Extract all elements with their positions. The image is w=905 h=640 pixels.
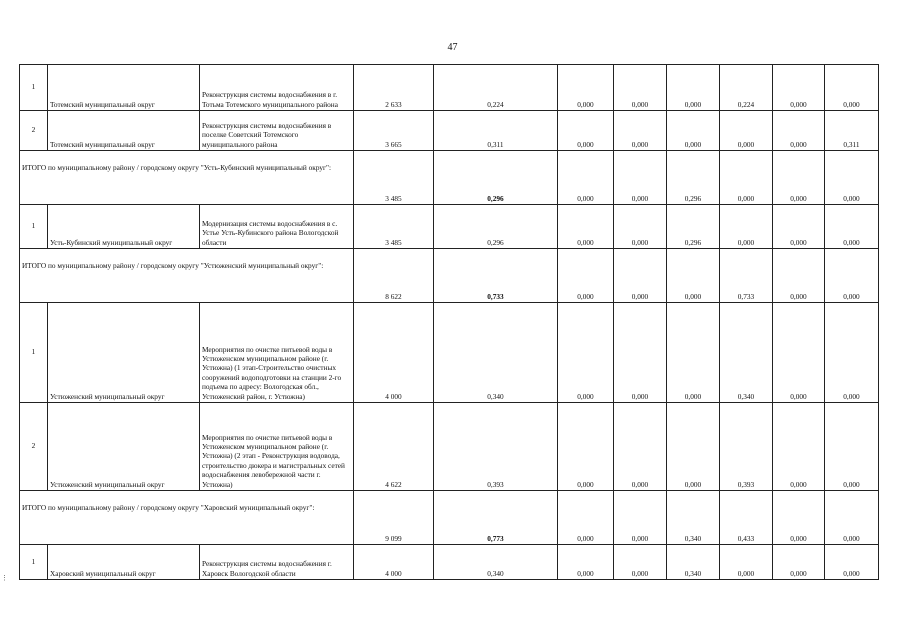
value-cell: 0,000 <box>720 151 773 205</box>
value-cell: 0,000 <box>773 111 825 151</box>
value-cell: 0,000 <box>614 65 667 111</box>
table-body <box>20 65 879 580</box>
value-cell: 0,000 <box>614 249 667 303</box>
value-cell: 0,000 <box>558 545 614 580</box>
project-name-cell: Мероприятия по очистке питьевой воды в Устюженском муниципальном районе (г. Устюжна) (2 этап - Реконструкция водовода, строительство дюкера и магистральных сетей водоснабжения левобережной части г. Устюжна) <box>200 403 354 491</box>
value-cell: 4 622 <box>354 403 434 491</box>
value-cell: 0,224 <box>434 65 558 111</box>
value-cell: 0,000 <box>825 205 879 249</box>
value-cell: 0,340 <box>667 545 720 580</box>
total-row <box>20 491 879 545</box>
table-row <box>20 545 879 580</box>
value-cell: 0,733 <box>434 249 558 303</box>
value-cell: 0,000 <box>614 111 667 151</box>
project-name-cell: Реконструкция системы водоснабжения г. Харовск Вологодской области <box>200 545 354 580</box>
value-cell: 0,000 <box>825 403 879 491</box>
value-cell: 0,340 <box>667 491 720 545</box>
value-cell: 0,433 <box>720 491 773 545</box>
value-cell: 4 000 <box>354 303 434 403</box>
value-cell: 3 485 <box>354 151 434 205</box>
total-row <box>20 151 879 205</box>
value-cell: 0,000 <box>667 111 720 151</box>
value-cell: 0,000 <box>614 491 667 545</box>
total-row <box>20 249 879 303</box>
value-cell: 0,340 <box>434 545 558 580</box>
value-cell: 0,000 <box>667 303 720 403</box>
value-cell: 0,733 <box>720 249 773 303</box>
value-cell: 0,296 <box>667 151 720 205</box>
value-cell: 0,000 <box>614 403 667 491</box>
value-cell: 0,311 <box>434 111 558 151</box>
value-cell: 0,000 <box>720 205 773 249</box>
value-cell: 9 099 <box>354 491 434 545</box>
table-row <box>20 403 879 491</box>
value-cell: 0,000 <box>614 303 667 403</box>
value-cell: 0,000 <box>825 65 879 111</box>
value-cell: 0,000 <box>558 205 614 249</box>
value-cell: 0,000 <box>614 205 667 249</box>
value-cell: 0,000 <box>558 151 614 205</box>
value-cell: 8 622 <box>354 249 434 303</box>
row-index-cell: 2 <box>20 403 48 491</box>
municipality-cell: Тотемский муниципальный округ <box>48 65 200 111</box>
value-cell: 0,000 <box>667 403 720 491</box>
value-cell: 0,000 <box>558 249 614 303</box>
value-cell: 0,296 <box>434 205 558 249</box>
value-cell: 0,000 <box>825 249 879 303</box>
value-cell: 0,000 <box>773 205 825 249</box>
value-cell: 0,000 <box>558 491 614 545</box>
municipality-cell: Тотемский муниципальный округ <box>48 111 200 151</box>
value-cell: 0,000 <box>773 545 825 580</box>
value-cell: 2 633 <box>354 65 434 111</box>
value-cell: 0,000 <box>773 491 825 545</box>
value-cell: 0,393 <box>720 403 773 491</box>
project-name-cell: Мероприятия по очистке питьевой воды в Устюженском муниципальном районе (г. Устюжна) (1 этап-Строительство очистных сооружений водоподготовки на станции 2-го подъема по адресу: Вологодская обл., Устюженский район, г. Устюжна) <box>200 303 354 403</box>
value-cell: 0,340 <box>434 303 558 403</box>
municipality-cell: Устюженский муниципальный округ <box>48 303 200 403</box>
value-cell: 0,311 <box>825 111 879 151</box>
value-cell: 4 000 <box>354 545 434 580</box>
municipality-cell: Харовский муниципальный округ <box>48 545 200 580</box>
value-cell: 0,000 <box>667 65 720 111</box>
row-index-cell: 2 <box>20 111 48 151</box>
value-cell: 0,000 <box>558 403 614 491</box>
value-cell: 0,000 <box>773 403 825 491</box>
value-cell: 0,000 <box>558 111 614 151</box>
value-cell: 0,224 <box>720 65 773 111</box>
value-cell: 0,000 <box>773 65 825 111</box>
value-cell: 3 485 <box>354 205 434 249</box>
municipality-cell: Усть-Кубинский муниципальный округ <box>48 205 200 249</box>
value-cell: 0,393 <box>434 403 558 491</box>
value-cell: 0,000 <box>825 545 879 580</box>
value-cell: 0,000 <box>825 491 879 545</box>
project-name-cell: Реконструкция системы водоснабжения в г. Тотьма Тотемского муниципального района <box>200 65 354 111</box>
table-row <box>20 111 879 151</box>
row-index-cell: 1 <box>20 205 48 249</box>
value-cell: 0,000 <box>773 249 825 303</box>
value-cell: 3 665 <box>354 111 434 151</box>
municipality-cell: Устюженский муниципальный округ <box>48 403 200 491</box>
value-cell: 0,000 <box>825 151 879 205</box>
value-cell: 0,000 <box>720 111 773 151</box>
value-cell: 0,000 <box>773 303 825 403</box>
page-number: 47 <box>447 42 458 53</box>
table-row <box>20 65 879 111</box>
value-cell: 0,000 <box>825 303 879 403</box>
total-label-cell: ИТОГО по муниципальному району / городскому округу "Усть-Кубинский муниципальный округ": <box>20 151 354 205</box>
project-name-cell: Модернизация системы водоснабжения в с. Устье Усть-Кубинского района Вологодской области <box>200 205 354 249</box>
total-label-cell: ИТОГО по муниципальному району / городскому округу "Устюженский муниципальный округ": <box>20 249 354 303</box>
data-table <box>19 64 879 580</box>
row-index-cell: 1 <box>20 65 48 111</box>
value-cell: 0,000 <box>558 303 614 403</box>
table-row <box>20 205 879 249</box>
value-cell: 0,296 <box>667 205 720 249</box>
row-index-cell: 1 <box>20 303 48 403</box>
margin-mark: ⋮ <box>1 574 8 582</box>
value-cell: 0,773 <box>434 491 558 545</box>
total-label-cell: ИТОГО по муниципальному району / городскому округу "Харовский муниципальный округ": <box>20 491 354 545</box>
value-cell: 0,000 <box>720 545 773 580</box>
value-cell: 0,000 <box>558 65 614 111</box>
value-cell: 0,000 <box>614 151 667 205</box>
value-cell: 0,340 <box>720 303 773 403</box>
row-index-cell: 1 <box>20 545 48 580</box>
value-cell: 0,000 <box>773 151 825 205</box>
value-cell: 0,000 <box>614 545 667 580</box>
project-name-cell: Реконструкция системы водоснабжения в поселке Советский Тотемского муниципального района <box>200 111 354 151</box>
value-cell: 0,296 <box>434 151 558 205</box>
value-cell: 0,000 <box>667 249 720 303</box>
table-row <box>20 303 879 403</box>
